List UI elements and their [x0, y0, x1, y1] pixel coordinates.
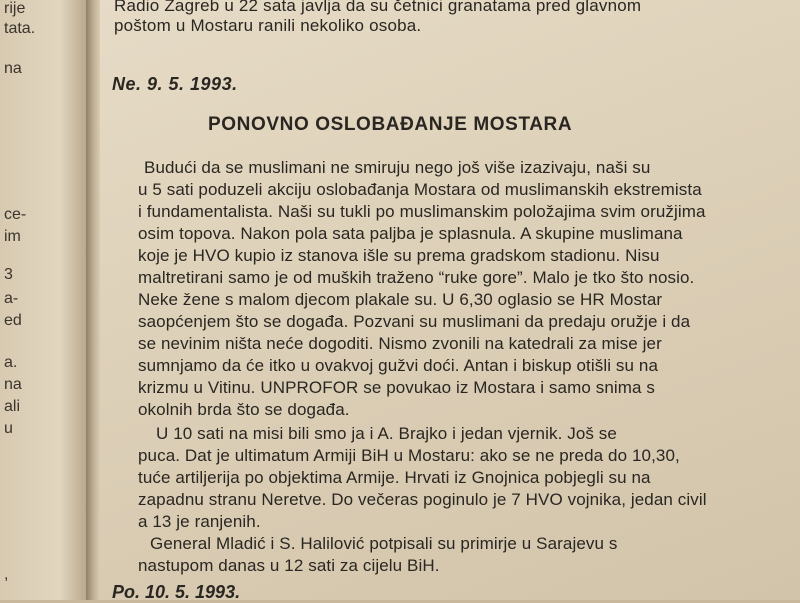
- left-fragment: ali: [4, 398, 21, 415]
- left-fragment: tata.: [4, 20, 36, 37]
- body-line: General Mladić i S. Halilović potpisali su primirje u Sarajevu s: [150, 534, 618, 553]
- body-line: sumnjamo da će itko u ovakvoj gužvi doći. Antan i biskup otišli su na: [138, 356, 659, 375]
- next-entry-date: Po. 10. 5. 1993.: [112, 582, 241, 602]
- left-fragment: u: [4, 420, 13, 437]
- preceding-text-line: poštom u Mostaru ranili nekoliko osoba.: [114, 16, 422, 35]
- body-line: osim topova. Nakon pola sata paljba je splasnula. A skupine muslimana: [138, 224, 683, 243]
- body-line: zapadnu stranu Neretve. Do večeras poginulo je 7 HVO vojnika, jedan civil: [138, 490, 707, 509]
- body-line: koje je HVO kupio iz stanova išle su prema gradskom stadionu. Nisu: [138, 246, 660, 265]
- left-fragment: a.: [4, 354, 18, 371]
- entry-title: PONOVNO OSLOBAĐANJE MOSTARA: [208, 114, 573, 135]
- preceding-text-line: Radio Zagreb u 22 sata javlja da su četnici granatama pred glavnom: [114, 0, 642, 15]
- left-fragment: rije: [4, 0, 26, 17]
- left-fragment: a-: [4, 290, 19, 307]
- body-line: a 13 je ranjenih.: [138, 512, 261, 531]
- body-line: nastupom danas u 12 sati za cijelu BiH.: [138, 556, 440, 575]
- body-line: se nevinim ništa neće dogoditi. Nismo zvonili na katedrali za mise jer: [138, 334, 662, 353]
- entry-date: Ne. 9. 5. 1993.: [112, 74, 238, 94]
- left-fragment: im: [4, 228, 21, 245]
- body-line: okolnih brda što se događa.: [138, 400, 350, 419]
- book-gutter: [86, 0, 100, 600]
- body-line: saopćenjem što se događa. Pozvani su muslimani da predaju oružje i da: [138, 312, 691, 331]
- body-line: Budući da se muslimani ne smiruju nego još više izazivaju, naši su: [144, 158, 651, 177]
- left-fragment: na: [4, 60, 22, 77]
- body-line: Neke žene s malom djecom plakale su. U 6,30 oglasio se HR Mostar: [138, 290, 663, 309]
- body-line: u 5 sati poduzeli akciju oslobađanja Mostara od muslimanskih ekstremista: [138, 180, 702, 199]
- left-fragment: ed: [4, 312, 22, 329]
- left-fragment: ce-: [4, 206, 27, 223]
- body-line: tuće artiljerija po objektima Armije. Hrvati iz Gnojnica pobjegli su na: [138, 468, 651, 487]
- left-fragment: ,: [4, 566, 9, 583]
- body-line: krizmu u Vitinu. UNPROFOR se povukao iz Mostara i samo snima s: [138, 378, 655, 397]
- body-line: U 10 sati na misi bili smo ja i A. Brajko i jedan vjernik. Još se: [156, 424, 617, 443]
- body-line: i fundamentalista. Naši su tukli po muslimanskim položajima svim oružjima: [138, 202, 706, 221]
- body-line: puca. Dat je ultimatum Armiji BiH u Mostaru: ako se ne preda do 10,30,: [138, 446, 680, 465]
- left-fragment: na: [4, 376, 22, 393]
- left-fragment: 3: [4, 266, 13, 283]
- body-line: maltretirani samo je od muških traženo “ruke gore”. Malo je tko što nosio.: [138, 268, 695, 287]
